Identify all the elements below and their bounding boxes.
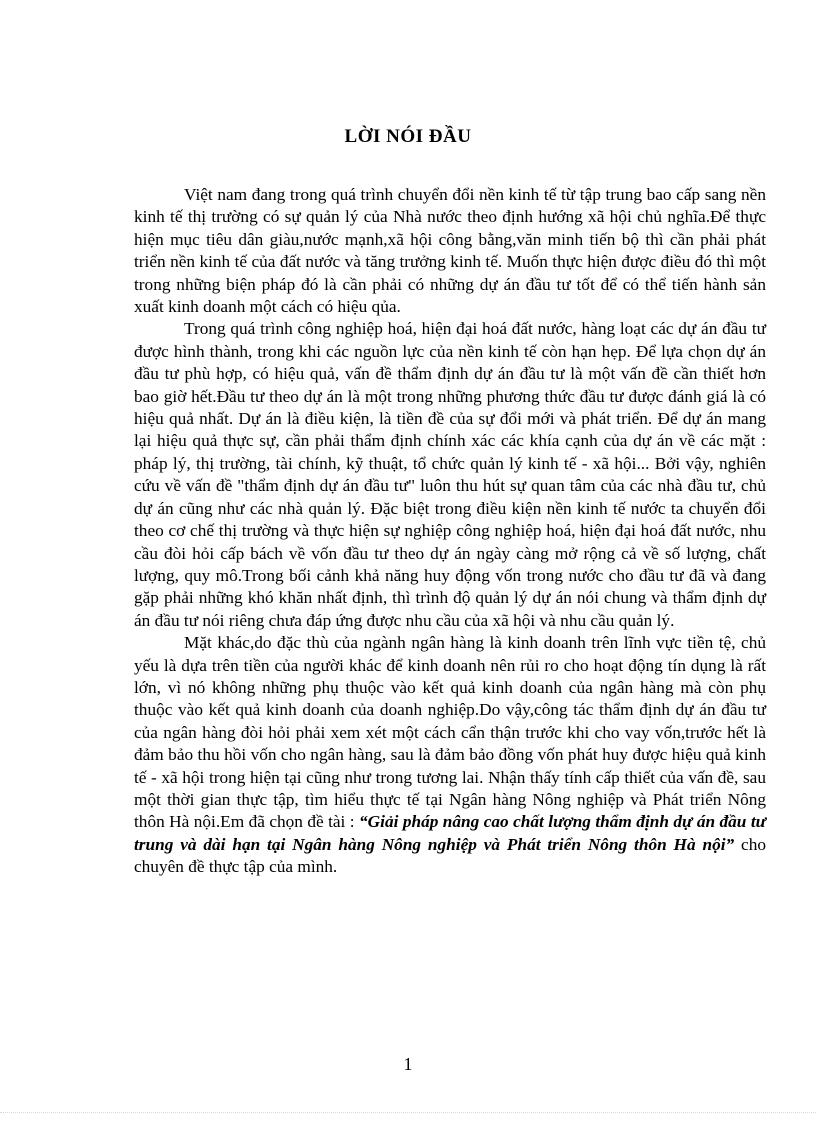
page-bottom-divider	[0, 1112, 816, 1113]
paragraph-1: Việt nam đang trong quá trình chuyển đổi nền kinh tế từ tập trung bao cấp sang nền kinh tế thị trường có sự quản lý của Nhà nước theo định hướng xã hội chủ nghĩa.Để thực hiện mục tiêu dân giàu,nước mạnh,xã hội công bằng,văn minh tiến bộ thì cần phải phát triển nền kinh tế của đất nước và tăng trưởng kinh tế. Muốn thực hiện được điều đó thì một trong những biện pháp đó là cần phải có những dự án đầu tư tốt để có thể tiến hành sản xuất kinh doanh một cách có hiệu qủa.	[134, 185, 766, 317]
body-text	[134, 184, 766, 879]
thesis-topic: “Giải pháp nâng cao chất lượng thẩm định dự án đầu tư trung và dài hạn tại Ngân hàng Nông nghiệp và Phát triển Nông thôn Hà nội”	[134, 812, 767, 854]
page-number: 1	[403, 1054, 413, 1074]
paragraph-3-end: cho chuyên đề thực tập của mình.	[134, 834, 766, 877]
paragraph-2: Trong quá trình công nghiệp hoá, hiện đại hoá đất nước, hàng loạt các dự án đầu tư được hình thành, trong khi các nguồn lực của nền kinh tế còn hạn hẹp. Để lựa chọn dự án đầu tư phù hợp, có hiệu quả, vấn đề thẩm định dự án đầu tư là một vấn đề cần thiết hơn bao giờ hết.Đầu tư theo dự án là một trong những phương thức đầu tư được đánh giá là có hiệu quả nhất. Dự án là điều kiện, là tiền đề của sự đổi mới và phát triển. Để dự án mang lại hiệu quả thực sự, cần phải thẩm định chính xác các khía cạnh của dự án về các mặt : pháp lý, thị trường, tài chính, kỹ thuật, tổ chức quản lý kinh tế - xã hội... Bởi vậy, nghiên cứu về vấn đề "thẩm định dự án đầu tư" luôn thu hút sự quan tâm của các nhà đầu tư, chủ dự án cũng như các nhà quản lý. Đặc biệt trong điều kiện nền kinh tế nước ta chuyển đổi theo cơ chế thị trường và thực hiện sự nghiệp công nghiệp hoá, hiện đại hoá đất nước, nhu cầu đòi hỏi cấp bách về vốn đầu tư theo dự án ngày càng mở rộng cả về số lượng, chất lượng, quy mô.Trong bối cảnh khả năng huy động vốn trong nước cho đầu tư đã và đang gặp phải những khó khăn nhất định, thì trình độ quản lý dự án nói chung và thẩm định dự án đầu tư nói riêng chưa đáp ứng được nhu cầu của xã hội và nhu cầu quản lý.	[134, 319, 766, 630]
page-title: LỜI NÓI ĐẦU	[344, 126, 472, 147]
paragraph-3-text: Mặt khác,do đặc thù của ngành ngân hàng là kinh doanh trên lĩnh vực tiền tệ, chủ yếu là dựa trên tiền của người khác để kinh doanh nên rủi ro cho hoạt động tín dụng là rất lớn, vì nó không những phụ thuộc vào kết quả kinh doanh của ngân hàng mà còn phụ thuộc vào kết quả kinh doanh của doanh nghiệp.Do vậy,công tác thẩm định dự án đầu tư của ngân hàng đòi hỏi phải xem xét một cách cẩn thận trước khi cho vay vốn,trước hết là đảm bảo thu hồi vốn cho ngân hàng, sau là đảm bảo đồng vốn phát huy được hiệu quả kinh tế - xã hội trong hiện tại cũng như trong tương lai. Nhận thấy tính cấp thiết của vấn đề, sau một thời gian thực tập, tìm hiểu thực tế tại Ngân hàng Nông nghiệp và Phát triển Nông thôn Hà nội.Em đã chọn đề tài :	[134, 633, 766, 832]
paragraph-3	[134, 632, 766, 878]
